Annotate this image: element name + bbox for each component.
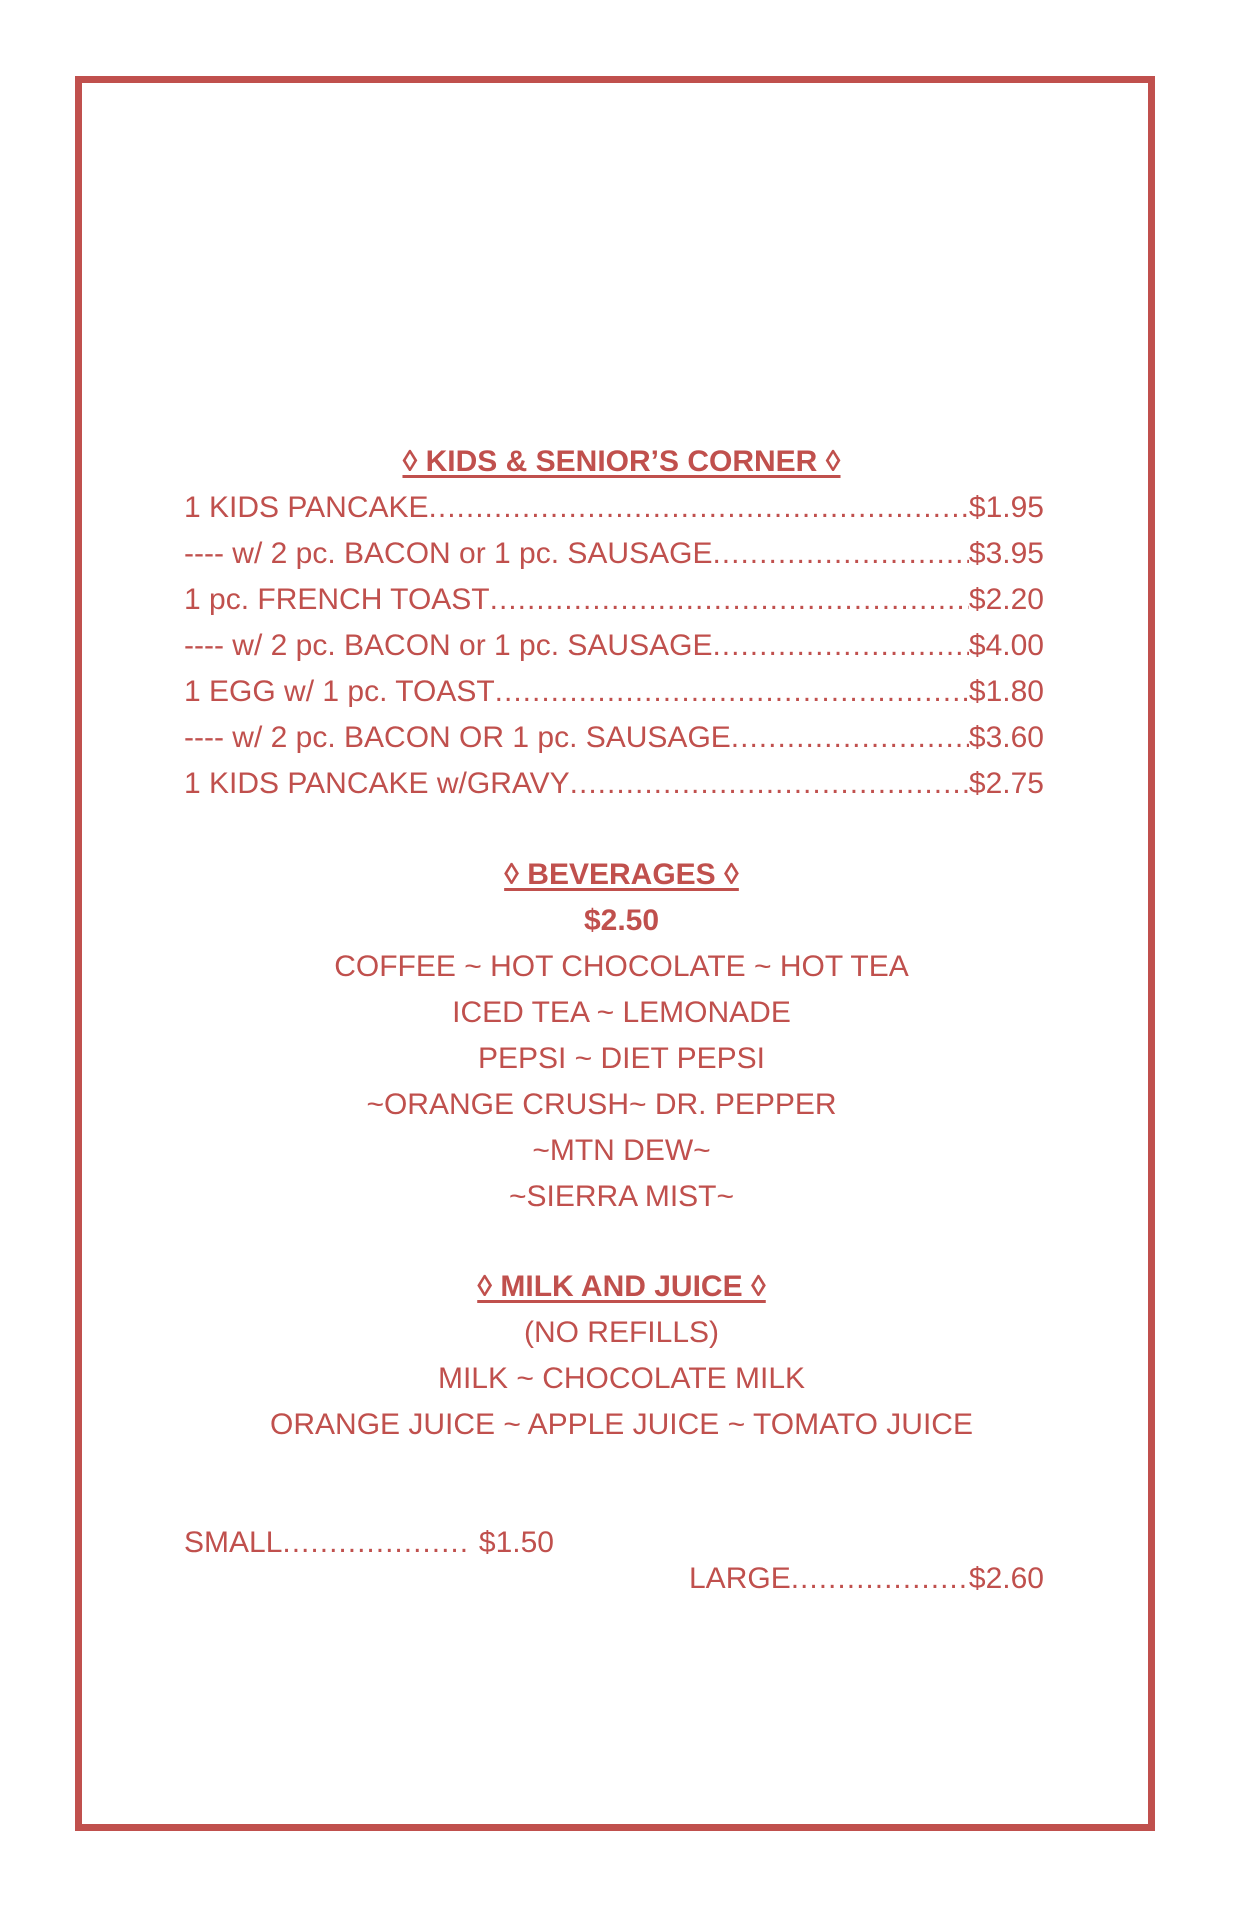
beverages-price: $2.50	[583, 904, 660, 937]
item-name: ---- w/ 2 pc. BACON or 1 pc. SAUSAGE	[184, 629, 713, 662]
leader-dots	[731, 720, 969, 756]
leader-dots	[490, 582, 969, 618]
large-price: $2.60	[968, 1562, 1044, 1595]
menu-item	[184, 490, 1044, 526]
item-price: $1.80	[968, 675, 1044, 708]
leader-dots	[791, 1561, 969, 1597]
milk-line: MILK ~ CHOCOLATE MILK	[437, 1362, 806, 1395]
beverage-line: ICED TEA ~ LEMONADE	[452, 996, 791, 1029]
kids-heading: ◊ KIDS & SENIOR’S CORNER ◊	[402, 445, 841, 478]
item-price: $2.75	[968, 767, 1044, 800]
menu-item	[184, 674, 1044, 710]
leader-dots	[712, 628, 968, 664]
menu-item	[184, 720, 1044, 756]
item-name: 1 KIDS PANCAKE	[184, 491, 429, 524]
beverage-line: ~SIERRA MIST~	[508, 1180, 735, 1213]
menu-item	[184, 582, 1044, 618]
item-price: $1.95	[968, 491, 1044, 524]
item-name: ---- w/ 2 pc. BACON OR 1 pc. SAUSAGE	[184, 721, 731, 754]
small-label: SMALL	[184, 1526, 283, 1559]
milk-heading: ◊ MILK AND JUICE ◊	[477, 1270, 766, 1303]
size-small	[184, 1525, 554, 1561]
item-name: ---- w/ 2 pc. BACON or 1 pc. SAUSAGE	[184, 537, 713, 570]
leader-dots	[282, 1525, 470, 1561]
beverage-line: COFFEE ~ HOT CHOCOLATE ~ HOT TEA	[334, 950, 909, 983]
menu-item	[184, 536, 1044, 572]
size-prices	[184, 1453, 1044, 1595]
leader-dots	[570, 766, 969, 802]
leader-dots	[712, 536, 968, 572]
item-name: 1 pc. FRENCH TOAST	[184, 583, 490, 616]
menu-item	[184, 628, 1044, 664]
item-price: $3.95	[968, 537, 1044, 570]
item-name: 1 KIDS PANCAKE w/GRAVY	[184, 767, 570, 800]
beverages-heading: ◊ BEVERAGES ◊	[504, 858, 739, 891]
leader-dots	[429, 490, 969, 526]
beverage-line: ~MTN DEW~	[532, 1134, 711, 1167]
item-price: $2.20	[968, 583, 1044, 616]
menu-item	[184, 766, 1044, 802]
beverage-line: ~ORANGE CRUSH~ DR. PEPPER	[366, 1088, 837, 1121]
juice-line: ORANGE JUICE ~ APPLE JUICE ~ TOMATO JUICE	[270, 1408, 973, 1441]
size-large	[689, 1561, 1044, 1597]
milk-note: (NO REFILLS)	[523, 1316, 720, 1349]
item-price: $3.60	[968, 721, 1044, 754]
small-price: $1.50	[470, 1526, 554, 1559]
item-name: 1 EGG w/ 1 pc. TOAST	[184, 675, 495, 708]
beverage-line: PEPSI ~ DIET PEPSI	[477, 1042, 766, 1075]
item-price: $4.00	[968, 629, 1044, 662]
leader-dots	[495, 674, 969, 710]
large-label: LARGE	[689, 1562, 791, 1595]
